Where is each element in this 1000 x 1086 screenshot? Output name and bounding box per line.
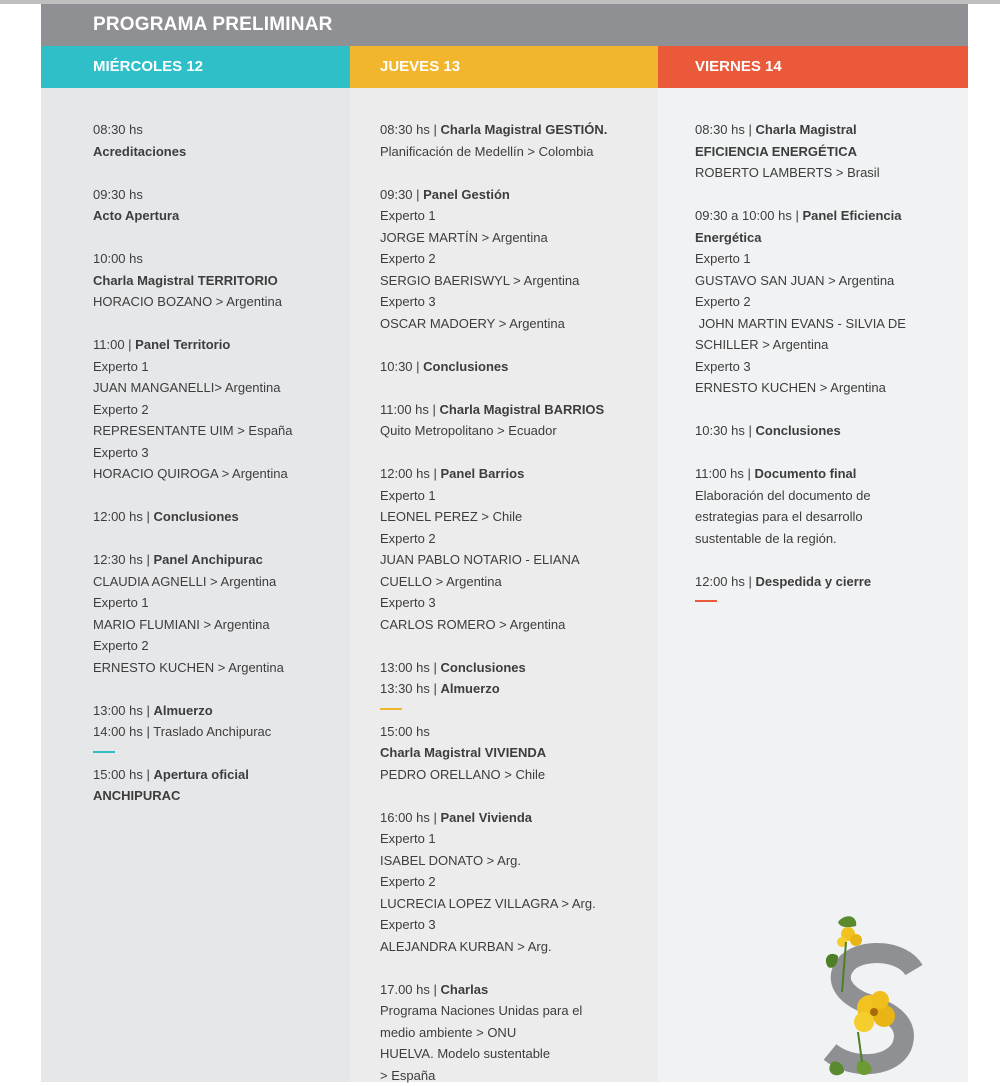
time-label: 09:30 a 10:00 hs | xyxy=(695,208,802,223)
separator-line xyxy=(93,751,115,753)
schedule-item xyxy=(93,549,330,678)
speaker: HORACIO BOZANO > Argentina xyxy=(93,291,330,313)
time-label: 10:00 hs xyxy=(93,248,330,270)
expert-label: Experto 3 xyxy=(380,914,638,936)
speaker: ERNESTO KUCHEN > Argentina xyxy=(695,377,940,399)
schedule-item xyxy=(93,248,330,313)
event-title: Conclusiones xyxy=(755,423,840,438)
schedule-item xyxy=(380,356,638,378)
time-label: 12:00 hs | xyxy=(380,466,440,481)
expert-label: Experto 2 xyxy=(93,399,330,421)
expert-label: Experto 3 xyxy=(380,291,638,313)
speaker: OSCAR MADOERY > Argentina xyxy=(380,313,638,335)
schedule-item xyxy=(380,979,638,1086)
speaker: JOHN MARTIN EVANS - SILVIA DE xyxy=(695,313,940,335)
expert-label: Experto 1 xyxy=(93,592,330,614)
speaker: MARIO FLUMIANI > Argentina xyxy=(93,614,330,636)
schedule-item xyxy=(695,420,940,442)
speaker: SCHILLER > Argentina xyxy=(695,334,940,356)
time-label: 15:00 hs xyxy=(380,721,638,743)
speaker: ROBERTO LAMBERTS > Brasil xyxy=(695,162,940,184)
expert-label: Experto 2 xyxy=(695,291,940,313)
event-title: Panel Gestión xyxy=(423,187,510,202)
day-header: MIÉRCOLES 12 xyxy=(41,46,350,88)
schedule-item xyxy=(380,463,638,635)
event-title: Panel Territorio xyxy=(135,337,230,352)
program-title: PROGRAMA PRELIMINAR xyxy=(93,14,333,36)
schedule-item xyxy=(380,399,638,442)
expert-label: Experto 3 xyxy=(695,356,940,378)
event-title: Panel Barrios xyxy=(440,466,524,481)
speaker: PEDRO ORELLANO > Chile xyxy=(380,764,638,786)
event-title: Apertura oficial xyxy=(153,767,248,782)
description: sustentable de la región. xyxy=(695,528,940,550)
schedule-item xyxy=(93,119,330,162)
speaker: CLAUDIA AGNELLI > Argentina xyxy=(93,571,330,593)
time-label: 08:30 hs | xyxy=(380,122,440,137)
event-title: Panel Eficiencia xyxy=(802,208,901,223)
time-label: 12:30 hs | xyxy=(93,552,153,567)
event-title: 14:00 hs | Traslado Anchipurac xyxy=(93,721,330,743)
time-label: 15:00 hs | xyxy=(93,767,153,782)
expert-label: Experto 1 xyxy=(380,205,638,227)
schedule-item xyxy=(380,807,638,958)
day-schedule xyxy=(350,88,658,1086)
speaker: JORGE MARTÍN > Argentina xyxy=(380,227,638,249)
day-column-miercoles xyxy=(41,46,350,1082)
time-label: 11:00 | xyxy=(93,337,135,352)
separator-line xyxy=(695,600,717,602)
event-title: Charla Magistral VIVIENDA xyxy=(380,742,638,764)
time-label: 08:30 hs | xyxy=(695,122,755,137)
time-label: 12:00 hs | xyxy=(695,574,755,589)
time-label: 09:30 | xyxy=(380,187,423,202)
event-title: Despedida y cierre xyxy=(755,574,871,589)
time-label: 13:30 hs | xyxy=(380,681,440,696)
schedule-item xyxy=(93,700,330,743)
event-title: Charlas xyxy=(440,982,488,997)
speaker: SERGIO BAERISWYL > Argentina xyxy=(380,270,638,292)
schedule-item xyxy=(695,119,940,184)
event-title: Acreditaciones xyxy=(93,141,330,163)
day-schedule xyxy=(658,88,968,602)
speaker: ERNESTO KUCHEN > Argentina xyxy=(93,657,330,679)
schedule-item xyxy=(380,119,638,162)
time-label: 08:30 hs xyxy=(93,119,330,141)
schedule-item xyxy=(93,506,330,528)
time-label: 13:00 hs | xyxy=(93,703,153,718)
day-column-jueves xyxy=(350,46,658,1082)
schedule-item xyxy=(93,764,330,807)
time-label: 16:00 hs | xyxy=(380,810,440,825)
schedule-item xyxy=(93,184,330,227)
event-title: ANCHIPURAC xyxy=(93,785,330,807)
schedule-item xyxy=(380,184,638,335)
expert-label: Experto 3 xyxy=(93,442,330,464)
expert-label: Experto 2 xyxy=(380,871,638,893)
event-title: Acto Apertura xyxy=(93,205,330,227)
event-title: Panel Vivienda xyxy=(440,810,532,825)
speaker: REPRESENTANTE UIM > España xyxy=(93,420,330,442)
schedule-item xyxy=(380,657,638,700)
event-title: Almuerzo xyxy=(153,703,212,718)
program-header-bar xyxy=(41,4,968,46)
event-title: Charla Magistral TERRITORIO xyxy=(93,270,330,292)
expert-label: Experto 2 xyxy=(380,528,638,550)
event-title: Conclusiones xyxy=(423,359,508,374)
expert-label: Experto 2 xyxy=(93,635,330,657)
day-header: VIERNES 14 xyxy=(658,46,968,88)
speaker: LUCRECIA LOPEZ VILLAGRA > Arg. xyxy=(380,893,638,915)
event-title: Charla Magistral xyxy=(755,122,856,137)
expert-label: Experto 1 xyxy=(380,485,638,507)
speaker: CUELLO > Argentina xyxy=(380,571,638,593)
time-label: 13:00 hs | xyxy=(380,660,440,675)
schedule-item xyxy=(695,205,940,399)
speaker: LEONEL PEREZ > Chile xyxy=(380,506,638,528)
event-title: Energética xyxy=(695,227,940,249)
schedule-item xyxy=(695,571,940,593)
speaker: ISABEL DONATO > Arg. xyxy=(380,850,638,872)
time-label: 11:00 hs | xyxy=(695,466,755,481)
time-label: 10:30 hs | xyxy=(695,423,755,438)
expert-label: Experto 2 xyxy=(380,248,638,270)
time-label: 12:00 hs | xyxy=(93,509,153,524)
time-label: 17.00 hs | xyxy=(380,982,440,997)
expert-label: Experto 1 xyxy=(695,248,940,270)
speaker: > España xyxy=(380,1065,638,1086)
speaker: medio ambiente > ONU xyxy=(380,1022,638,1044)
day-header: JUEVES 13 xyxy=(350,46,658,88)
speaker: Quito Metropolitano > Ecuador xyxy=(380,420,638,442)
time-label: 11:00 hs | xyxy=(380,402,440,417)
description: estrategias para el desarrollo xyxy=(695,506,940,528)
description: Elaboración del documento de xyxy=(695,485,940,507)
event-title: Almuerzo xyxy=(440,681,499,696)
speaker: HUELVA. Modelo sustentable xyxy=(380,1043,638,1065)
time-label: 09:30 hs xyxy=(93,184,330,206)
speaker: Programa Naciones Unidas para el xyxy=(380,1000,638,1022)
event-title: Documento final xyxy=(755,466,857,481)
speaker: HORACIO QUIROGA > Argentina xyxy=(93,463,330,485)
event-title: Panel Anchipurac xyxy=(153,552,262,567)
event-title: EFICIENCIA ENERGÉTICA xyxy=(695,141,940,163)
event-title: Conclusiones xyxy=(440,660,525,675)
schedule-item xyxy=(93,334,330,485)
expert-label: Experto 1 xyxy=(380,828,638,850)
time-label: 10:30 | xyxy=(380,359,423,374)
speaker: JUAN MANGANELLI> Argentina xyxy=(93,377,330,399)
speaker: GUSTAVO SAN JUAN > Argentina xyxy=(695,270,940,292)
speaker: ALEJANDRA KURBAN > Arg. xyxy=(380,936,638,958)
speaker: Planificación de Medellín > Colombia xyxy=(380,141,638,163)
expert-label: Experto 3 xyxy=(380,592,638,614)
separator-line xyxy=(380,708,402,710)
event-title: Charla Magistral BARRIOS xyxy=(440,402,605,417)
day-schedule xyxy=(41,88,350,807)
flower-s-logo-icon xyxy=(818,912,928,1082)
event-title: Charla Magistral GESTIÓN. xyxy=(440,122,607,137)
expert-label: Experto 1 xyxy=(93,356,330,378)
speaker: CARLOS ROMERO > Argentina xyxy=(380,614,638,636)
schedule-item xyxy=(695,463,940,549)
event-title: Conclusiones xyxy=(153,509,238,524)
speaker: JUAN PABLO NOTARIO - ELIANA xyxy=(380,549,638,571)
schedule-item xyxy=(380,721,638,786)
